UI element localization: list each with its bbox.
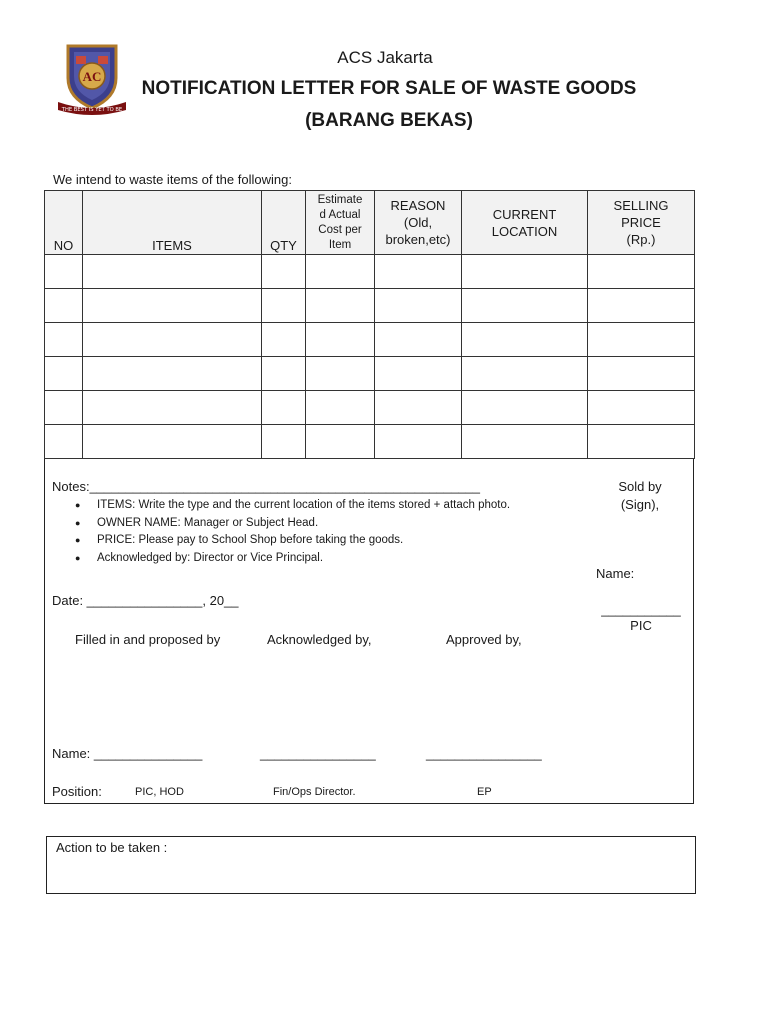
header-line: Item (328, 238, 352, 251)
name-field-2[interactable]: ________________ (260, 746, 376, 761)
column-header-qty (262, 191, 306, 255)
list-item: ● Acknowledged by: Director or Vice Principal. (75, 550, 510, 568)
table-cell[interactable] (375, 323, 462, 357)
table-cell[interactable] (262, 425, 306, 459)
table-cell[interactable] (462, 425, 588, 459)
filled-proposed-label: Filled in and proposed by (75, 632, 221, 647)
column-header-selling-price (588, 191, 695, 255)
list-item: ● PRICE: Please pay to School Shop before taking the goods. (75, 532, 510, 550)
table-cell[interactable] (83, 323, 262, 357)
intro-text: We intend to waste items of the following: (53, 172, 292, 187)
school-name: ACS Jakarta (337, 48, 433, 67)
header-line: Estimate (317, 193, 363, 206)
table-cell[interactable] (462, 255, 588, 289)
table-cell[interactable] (588, 357, 695, 391)
document-subtitle: (BARANG BEKAS) (305, 110, 473, 131)
table-row (45, 255, 695, 289)
table-cell[interactable] (45, 323, 83, 357)
document-title: NOTIFICATION LETTER FOR SALE OF WASTE GOODS (141, 78, 637, 99)
table-cell[interactable] (83, 425, 262, 459)
table-row (45, 357, 695, 391)
header-line: REASON (390, 198, 446, 213)
column-header-reason (375, 191, 462, 255)
table-cell[interactable] (83, 289, 262, 323)
table-cell[interactable] (45, 391, 83, 425)
column-header-no (45, 191, 83, 255)
table-cell[interactable] (588, 323, 695, 357)
table-cell[interactable] (45, 425, 83, 459)
table-cell[interactable] (462, 323, 588, 357)
table-cell[interactable] (588, 425, 695, 459)
table-cell[interactable] (45, 357, 83, 391)
table-cell[interactable] (588, 255, 695, 289)
notes-bullet-list (75, 497, 510, 567)
header-line: ITEMS (152, 238, 192, 253)
table-cell[interactable] (262, 255, 306, 289)
column-header-estimated-cost (306, 191, 375, 255)
list-item: ● ITEMS: Write the type and the current location of the items stored + attach photo. (75, 497, 510, 515)
action-box[interactable] (46, 836, 696, 894)
header-line: (Old, (403, 215, 433, 230)
header-line: (Rp.) (626, 232, 656, 247)
table-cell[interactable] (262, 289, 306, 323)
date-field[interactable]: Date: ________________, 20__ (52, 593, 239, 608)
sold-by-block (600, 478, 680, 514)
table-row (45, 391, 695, 425)
table-cell[interactable] (45, 289, 83, 323)
table-header-row (45, 191, 695, 255)
table-cell[interactable] (375, 255, 462, 289)
header-line: CURRENT (492, 206, 557, 222)
position-value-1: PIC, HOD (135, 786, 184, 798)
list-item: ● OWNER NAME: Manager or Subject Head. (75, 515, 510, 533)
table-cell[interactable] (375, 357, 462, 391)
svg-text:THE BEST IS YET TO BE: THE BEST IS YET TO BE (61, 107, 123, 113)
header-line: d Actual (319, 208, 361, 221)
table-row (45, 323, 695, 357)
table-cell[interactable] (45, 255, 83, 289)
sold-by-name-label: Name: (596, 566, 635, 581)
sold-by-label: Sold by (618, 479, 662, 494)
notes-label: Notes:______________________________________________________ (52, 479, 480, 494)
sold-by-signature-line[interactable]: ___________ (601, 602, 681, 617)
name-field-1[interactable]: Name: _______________ (52, 746, 203, 761)
items-table (44, 190, 695, 459)
column-header-current-location (462, 191, 588, 255)
header-line: PRICE (621, 215, 661, 230)
table-cell[interactable] (306, 357, 375, 391)
table-cell[interactable] (306, 255, 375, 289)
column-header-items (83, 191, 262, 255)
name-field-3[interactable]: ________________ (426, 746, 542, 761)
table-cell[interactable] (83, 357, 262, 391)
approved-label: Approved by, (446, 632, 522, 647)
header-line: broken,etc) (385, 232, 451, 247)
table-cell[interactable] (375, 289, 462, 323)
table-cell[interactable] (306, 425, 375, 459)
table-cell[interactable] (462, 357, 588, 391)
sold-by-sign-label: (Sign), (620, 497, 660, 512)
table-cell[interactable] (83, 255, 262, 289)
table-cell[interactable] (588, 289, 695, 323)
table-cell[interactable] (462, 289, 588, 323)
position-value-3: EP (477, 786, 492, 798)
table-cell[interactable] (375, 391, 462, 425)
acknowledged-label: Acknowledged by, (267, 632, 372, 647)
table-cell[interactable] (83, 391, 262, 425)
header-line: Cost per (318, 223, 362, 236)
table-cell[interactable] (306, 391, 375, 425)
table-cell[interactable] (306, 323, 375, 357)
position-value-2: Fin/Ops Director. (273, 786, 356, 798)
header-line: LOCATION (491, 223, 558, 239)
header-line: QTY (270, 238, 297, 253)
header-line: SELLING (613, 198, 669, 213)
table-cell[interactable] (375, 425, 462, 459)
table-cell[interactable] (588, 391, 695, 425)
table-cell[interactable] (262, 391, 306, 425)
position-label: Position: (52, 784, 102, 799)
table-cell[interactable] (262, 357, 306, 391)
action-label: Action to be taken : (56, 840, 168, 855)
svg-text:AC: AC (82, 69, 102, 84)
sold-by-pic-label: PIC (630, 618, 652, 633)
table-cell[interactable] (306, 289, 375, 323)
table-cell[interactable] (262, 323, 306, 357)
table-row (45, 425, 695, 459)
header-line: NO (53, 238, 74, 253)
table-row (45, 289, 695, 323)
table-cell[interactable] (462, 391, 588, 425)
